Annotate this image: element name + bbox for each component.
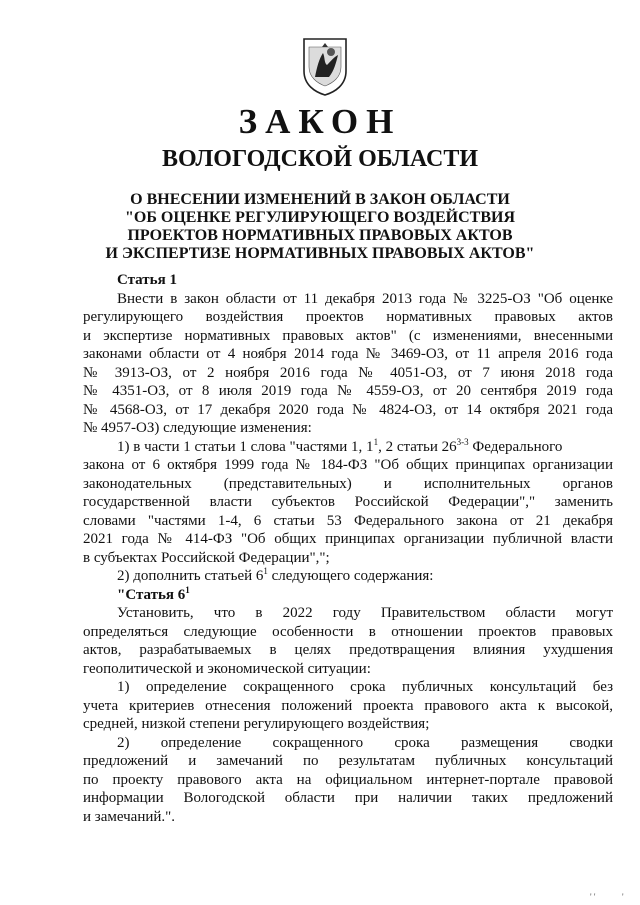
point-2-line: 2) определение сокращенного срока размещения сводки (117, 734, 613, 751)
point-1-line: 1) определение сокращенного срока публичных консультаций без (117, 679, 613, 695)
law-body (83, 271, 613, 826)
point-2-line: предложений и замечаний по результатам публичных консультаций (83, 753, 613, 769)
superscript: 1 (373, 436, 379, 447)
point-2-line: информации Вологодской области при наличии таких предложений (83, 790, 613, 806)
item-1-line: словами "частями 1-4, 6 статьи 53 Федерального закона от 21 декабря (83, 512, 613, 529)
heading-line: О ВНЕСЕНИИ ИЗМЕНЕНИЙ В ЗАКОН ОБЛАСТИ (130, 191, 510, 208)
new-article-intro-line: актов, разрабатываемых в целях предотвращения влияния ухудшения (83, 642, 613, 658)
article-1-intro-line: № 4351-ОЗ, от 8 июля 2019 года № 4559-ОЗ, от 20 сентября 2019 года (83, 383, 613, 399)
item-1-text: 1) в части 1 статьи 1 слова "частями 1, 1 (117, 438, 374, 455)
heading-line: "ОБ ОЦЕНКЕ РЕГУЛИРУЮЩЕГО ВОЗДЕЙСТВИЯ (124, 209, 516, 226)
scan-mark: ' (622, 892, 624, 902)
item-1-text: , 2 статьи 26 (378, 438, 457, 455)
item-1-line: закона от 6 октября 1999 года № 184-ФЗ "Об общих принципах организации (83, 457, 613, 473)
heading-line: И ЭКСПЕРТИЗЕ НОРМАТИВНЫХ ПРАВОВЫХ АКТОВ" (105, 245, 535, 262)
item-2-text: следующего содержания: (267, 568, 434, 584)
article-1-intro-line: № 4957-ОЗ) следующие изменения: (83, 420, 312, 436)
article-1-intro-line: Внести в закон области от 11 декабря 2013 года № 3225-ОЗ "Об оценке (117, 290, 613, 307)
heading-line: ПРОЕКТОВ НОРМАТИВНЫХ ПРАВОВЫХ АКТОВ (127, 227, 513, 244)
article-1-intro-line: и экспертизе нормативных правовых актов" (с изменениями, внесенными (83, 327, 613, 344)
article-1-intro-line: № 3913-ОЗ, от 2 ноября 2016 года № 4051-ОЗ, от 7 июня 2018 года (83, 364, 613, 381)
article-1-intro-line: № 4568-ОЗ, от 17 декабря 2020 года № 4824-ОЗ, от 14 октября 2021 года (83, 401, 613, 418)
document-title: ЗАКОН (238, 102, 402, 141)
point-1-line: учета критериев отнесения положений проекта правового акта к высокой, (83, 697, 613, 714)
superscript: 1 (263, 566, 268, 576)
article-1-intro-line: регулирующего воздействия проектов нормативных правовых актов (83, 309, 613, 325)
superscript: 1 (185, 584, 190, 595)
new-article-heading (83, 586, 613, 605)
item-2-text: 2) дополнить статьей 6 (117, 568, 264, 584)
law-heading (0, 191, 640, 263)
item-1-line: 2021 года № 414-ФЗ "Об общих принципах организации публичной власти (83, 531, 613, 547)
point-1-line: средней, низкой степени регулирующего воздействия; (83, 716, 430, 732)
article-1-intro-line: законами области от 4 ноября 2014 года № 3469-ОЗ, от 11 апреля 2016 года (83, 346, 613, 362)
document-subtitle: ВОЛОГОДСКОЙ ОБЛАСТИ (161, 146, 479, 172)
item-1-line: государственной власти субъектов Российской Федерации"," заменить (83, 494, 613, 510)
item-1-text: Федерального (468, 438, 563, 455)
new-article-intro-line: Установить, что в 2022 году Правительством области могут (117, 605, 613, 621)
item-1-line: законодательных (представительных) и исполнительных органов (83, 475, 613, 492)
point-2-line: по проекту правового акта на официальном интернет-портале правовой (83, 771, 613, 788)
item-2-line (83, 567, 613, 586)
item-1-first-line (83, 438, 613, 457)
vologda-coat-of-arms-icon (301, 37, 349, 97)
scan-mark: ' ' (590, 892, 596, 902)
superscript: 3-3 (456, 436, 469, 447)
new-article-intro-line: геополитической и экономической ситуации: (83, 660, 371, 677)
item-1-line: в субъектах Российской Федерации","; (83, 549, 330, 566)
new-article-intro-line: определяться следующие особенности в отношении проектов правовых (83, 623, 613, 640)
point-2-line: и замечаний.". (83, 808, 176, 825)
article-1-heading: Статья 1 (117, 272, 177, 288)
new-article-heading-text: "Статья 6 (117, 586, 186, 603)
